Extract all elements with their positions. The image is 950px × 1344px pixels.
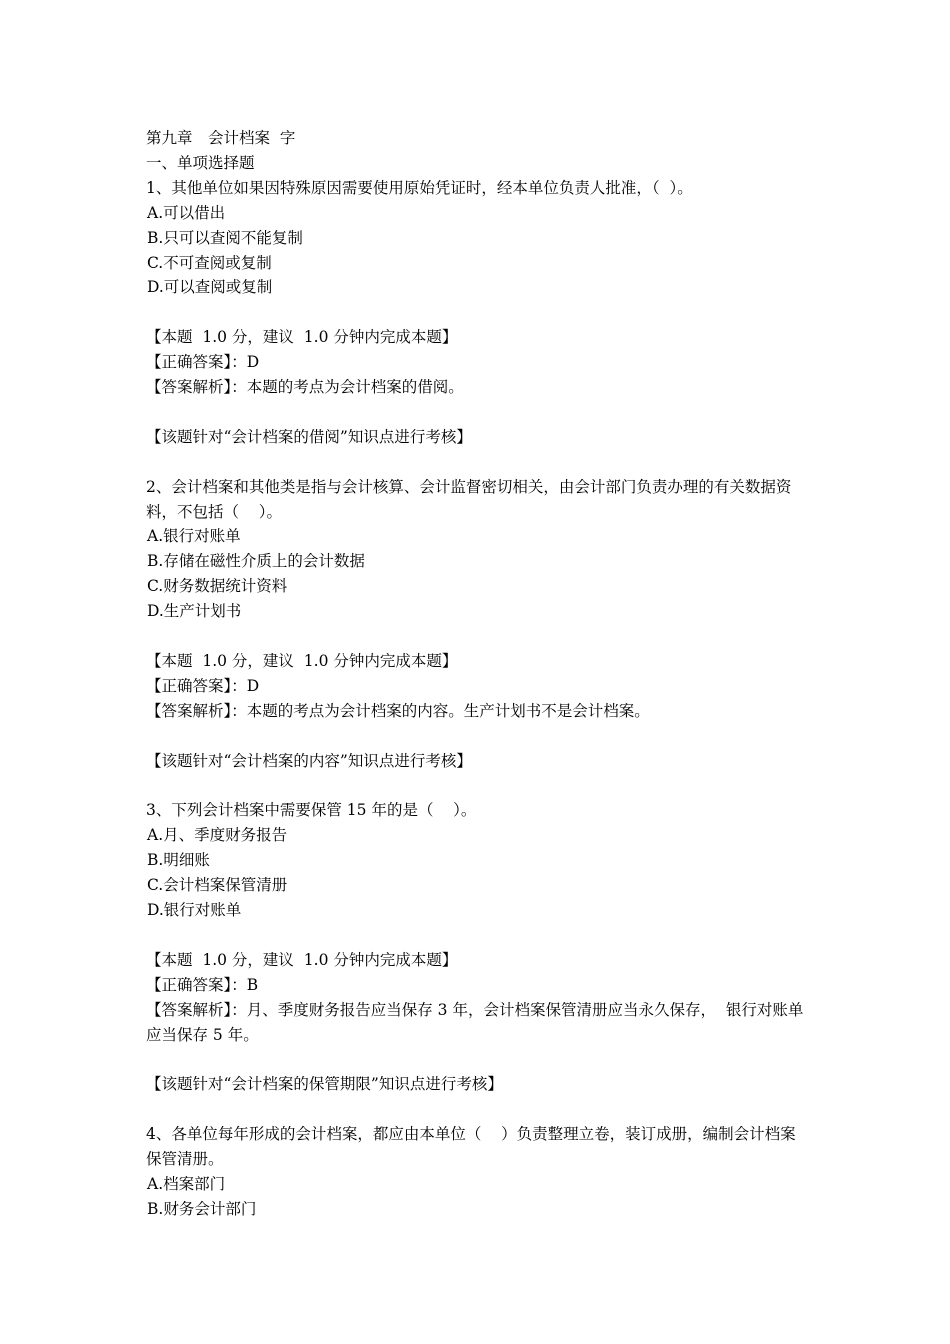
option-a: A.可以借出 bbox=[147, 203, 226, 222]
question-4 bbox=[146, 1122, 811, 1222]
option-a: A.档案部门 bbox=[147, 1174, 226, 1193]
spacer bbox=[146, 1047, 811, 1072]
spacer bbox=[146, 400, 811, 425]
question-stem: 3、下列会计档案中需要保管 15 年的是（ ）。 bbox=[146, 801, 477, 820]
question-2 bbox=[146, 475, 811, 799]
option-a: A.月、季度财务报告 bbox=[147, 826, 288, 845]
score-note: 【本题 1.0 分，建议 1.0 分钟内完成本题】 bbox=[146, 651, 458, 670]
option-b: B.明细账 bbox=[147, 851, 210, 870]
document-page bbox=[146, 126, 811, 1222]
question-stem: 4、各单位每年形成的会计档案，都应由本单位（ ）负责整理立卷，装订成册，编制会计档案保管清册。 bbox=[146, 1125, 796, 1169]
spacer bbox=[146, 1097, 811, 1122]
knowledge-point: 【该题针对“会计档案的内容”知识点进行考核】 bbox=[146, 751, 472, 770]
spacer bbox=[146, 624, 811, 649]
chapter-title: 第九章 会计档案 字 bbox=[146, 129, 296, 147]
answer-analysis: 【答案解析】：本题的考点为会计档案的内容。生产计划书不是会计档案。 bbox=[146, 701, 650, 720]
knowledge-point: 【该题针对“会计档案的保管期限”知识点进行考核】 bbox=[146, 1075, 503, 1094]
question-3 bbox=[146, 798, 811, 1122]
option-c: C.不可查阅或复制 bbox=[147, 253, 272, 272]
spacer bbox=[146, 923, 811, 948]
option-d: D.银行对账单 bbox=[147, 901, 242, 919]
section-title: 一、单项选择题 bbox=[146, 153, 255, 172]
option-c: C.财务数据统计资料 bbox=[147, 577, 288, 596]
spacer bbox=[146, 450, 811, 475]
correct-answer: 【正确答案】：B bbox=[146, 975, 259, 994]
spacer bbox=[146, 773, 811, 798]
option-a: A.银行对账单 bbox=[147, 527, 241, 546]
option-d: D.生产计划书 bbox=[147, 602, 242, 621]
question-1 bbox=[146, 176, 811, 475]
question-stem: 1、其他单位如果因特殊原因需要使用原始凭证时，经本单位负责人批准，（ ）。 bbox=[146, 178, 693, 197]
answer-analysis: 【答案解析】：本题的考点为会计档案的借阅。 bbox=[146, 378, 464, 397]
score-note: 【本题 1.0 分，建议 1.0 分钟内完成本题】 bbox=[146, 328, 458, 347]
knowledge-point: 【该题针对“会计档案的借阅”知识点进行考核】 bbox=[146, 427, 472, 446]
option-b: B.存储在磁性介质上的会计数据 bbox=[147, 552, 365, 571]
answer-analysis: 【答案解析】：月、季度财务报告应当保存 3 年，会计档案保管清册应当永久保存， 银行对账单应当保存 5 年。 bbox=[146, 1000, 804, 1044]
option-b: B.只可以查阅不能复制 bbox=[147, 228, 303, 247]
spacer bbox=[146, 724, 811, 749]
option-d: D.可以查阅或复制 bbox=[147, 278, 273, 297]
correct-answer: 【正确答案】：D bbox=[146, 353, 260, 372]
score-note: 【本题 1.0 分，建议 1.0 分钟内完成本题】 bbox=[146, 950, 458, 969]
option-b: B.财务会计部门 bbox=[147, 1199, 257, 1218]
spacer bbox=[146, 300, 811, 325]
question-stem: 2、会计档案和其他类是指与会计核算、会计监督密切相关，由会计部门负责办理的有关数据资料，不包括（ ）。 bbox=[146, 477, 792, 521]
option-c: C.会计档案保管清册 bbox=[147, 876, 288, 895]
correct-answer: 【正确答案】：D bbox=[146, 676, 260, 695]
